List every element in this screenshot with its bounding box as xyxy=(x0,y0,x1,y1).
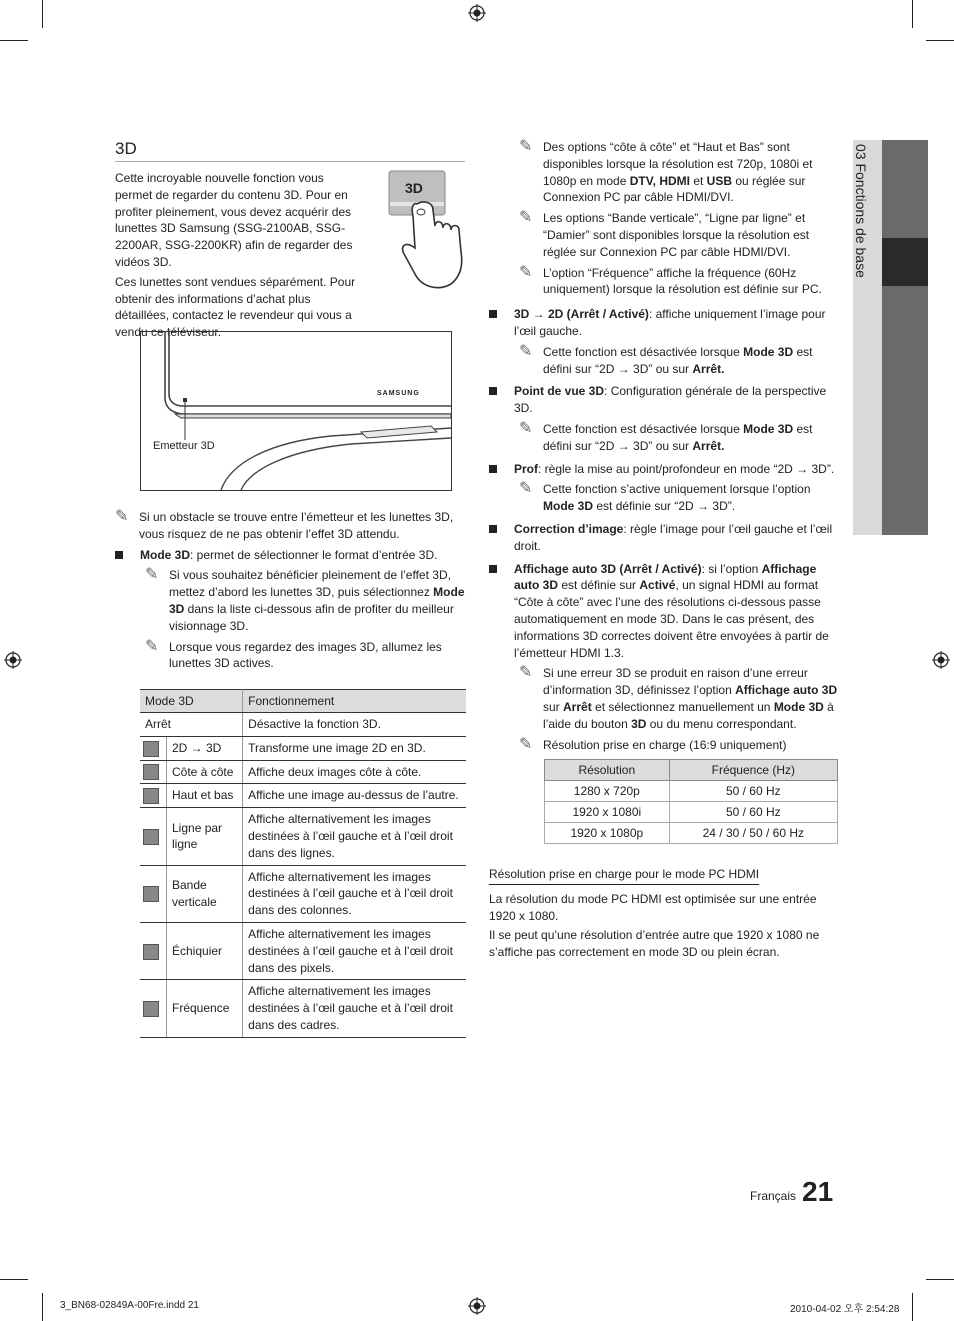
bullet-desc: : permet de sélectionner le format d’entrée 3D. xyxy=(190,547,438,562)
note-pencil-icon: ✎ xyxy=(519,480,533,498)
mode-cell: Fréquence xyxy=(167,980,243,1037)
registration-mark-icon xyxy=(468,4,486,22)
crop-mark xyxy=(912,1293,913,1321)
note-text-bold: 3D xyxy=(631,716,647,731)
table-header-row xyxy=(140,690,466,713)
note-text: Des options “côte à côte” et “Haut et Bas” sont disponibles lorsque la résolution est 720p, 1080i et 1080p en mode xyxy=(543,140,813,188)
mode-cell: Arrêt xyxy=(140,713,243,737)
note-pencil-icon: ✎ xyxy=(519,263,533,281)
note-item xyxy=(519,665,839,732)
mode-icon-cell xyxy=(140,784,167,808)
table-row xyxy=(140,736,466,760)
mode-top-bottom-icon xyxy=(143,788,159,804)
pc-hdmi-section xyxy=(489,866,839,964)
table-header-cell: Fonctionnement xyxy=(243,690,466,713)
note-text: est définie sur “2D → 3D”. xyxy=(593,499,736,514)
bullet-prof xyxy=(489,461,839,478)
desc-cell: Affiche une image au-dessus de l’autre. xyxy=(243,784,466,808)
desc-cell: Affiche deux images côte à côte. xyxy=(243,760,466,784)
resolution-cell: 1920 x 1080p xyxy=(545,823,670,844)
mode-cell: Échiquier xyxy=(167,922,243,979)
bullet-desc: , un signal HDMI au format “Côte à côte” avec l’une des résolutions ci-dessous passe automatiquement en mode 3D. Dans le cas présent, des informations 3D correctes doivent être envoyées à partir de l’émetteur HDMI 1.3. xyxy=(514,578,829,660)
mode-cell: Haut et bas xyxy=(167,784,243,808)
table-row xyxy=(140,922,466,979)
table-row xyxy=(545,781,838,802)
mode-cell: Ligne par ligne xyxy=(167,808,243,865)
note-pencil-icon: ✎ xyxy=(115,508,129,525)
table-row xyxy=(140,760,466,784)
mode-checkerboard-icon xyxy=(143,944,159,960)
mode-icon-cell xyxy=(140,736,167,760)
note-pencil-icon: ✎ xyxy=(519,209,533,227)
mode-frequency-icon xyxy=(143,1001,159,1017)
desc-cell: Affiche alternativement les images destinées à l’œil gauche et à l’œil droit dans des colonnes. xyxy=(243,865,466,922)
bullet-desc-bold: Affichage auto 3D xyxy=(514,561,817,593)
resolution-table xyxy=(544,759,838,844)
mode-icon-cell xyxy=(140,760,167,784)
note-text: ou réglée sur Connexion PC par câble HDMI/DVI. xyxy=(543,173,806,205)
crop-mark xyxy=(926,40,954,41)
registration-mark-icon xyxy=(468,1297,486,1315)
note-pencil-icon: ✎ xyxy=(519,419,533,437)
note-text: Les options “Bande verticale”, “Ligne par ligne” et “Damier” sont disponibles lorsque la résolution est réglée sur Connexion PC par câble HDMI/DVI. xyxy=(543,211,810,259)
note-text: Résolution prise en charge (16:9 uniquement) xyxy=(543,737,787,752)
table-row xyxy=(140,784,466,808)
note-text: L’option “Fréquence” affiche la fréquence (60Hz uniquement) lorsque la résolution est définie sur PC. xyxy=(543,265,822,297)
bullet-title: Affichage auto 3D (Arrêt / Activé) xyxy=(514,561,702,576)
frequency-cell: 50 / 60 Hz xyxy=(669,781,837,802)
bullet-title: Prof xyxy=(514,461,538,476)
note-text: ou du menu correspondant. xyxy=(646,716,797,731)
table-header-cell: Mode 3D xyxy=(140,690,243,713)
note-pencil-icon: ✎ xyxy=(519,735,533,753)
note-text: dans la liste ci-dessous afin de profiter du meilleur visionnage 3D. xyxy=(169,601,454,633)
mode-3d-table xyxy=(140,689,466,1038)
bullet-square-icon xyxy=(489,310,497,318)
note-item xyxy=(519,421,839,455)
note-pencil-icon: ✎ xyxy=(145,566,159,584)
note-item xyxy=(145,567,465,634)
bullet-square-icon xyxy=(489,465,497,473)
chapter-label xyxy=(853,140,883,535)
chapter-label-text: 03 Fonctions de base xyxy=(853,144,869,278)
mode-vertical-stripe-icon xyxy=(143,886,159,902)
crop-mark xyxy=(0,40,28,41)
remote-3d-illustration xyxy=(385,168,467,298)
pc-hdmi-paragraph: Il se peut qu’une résolution d’entrée autre que 1920 x 1080 ne s’affiche pas correctement en mode 3D ou plein écran. xyxy=(489,928,820,960)
table-row xyxy=(140,808,466,865)
footer-language: Français xyxy=(750,1189,797,1203)
table-row xyxy=(140,865,466,922)
note-text-bold: Mode 3D xyxy=(773,699,824,714)
pc-hdmi-paragraph: La résolution du mode PC HDMI est optimisée sur une entrée 1920 x 1080. xyxy=(489,891,817,923)
desc-cell: Affiche alternativement les images destinées à l’œil gauche et à l’œil droit dans des lignes. xyxy=(243,808,466,865)
bullet-desc: : affiche uniquement l’image pour l’œil gauche. xyxy=(514,307,826,338)
note-text-bold: Mode 3D xyxy=(743,421,794,436)
mode-side-by-side-icon xyxy=(143,764,159,780)
desc-cell: Désactive la fonction 3D. xyxy=(243,713,466,737)
table-header-row xyxy=(545,760,838,781)
bullet-title: Mode 3D xyxy=(140,547,191,562)
bullet-desc: est définie sur xyxy=(558,578,640,593)
section-header xyxy=(115,139,465,162)
resolution-cell: 1280 x 720p xyxy=(545,781,670,802)
tv-brand-logo: SAMSUNG xyxy=(377,390,420,397)
note-pencil-icon: ✎ xyxy=(145,637,159,655)
note-text: et sélectionnez manuellement un xyxy=(591,699,774,714)
bullet-square-icon xyxy=(115,551,123,559)
bullet-affichage-auto xyxy=(489,561,839,662)
mode-line-by-line-icon xyxy=(143,829,159,845)
remote-3d-button-label: 3D xyxy=(405,180,423,196)
note-item xyxy=(519,210,839,260)
note-pencil-icon: ✎ xyxy=(519,664,533,682)
bullet-desc: : Configuration générale de la perspective 3D. xyxy=(514,384,827,416)
crop-mark xyxy=(42,1293,43,1321)
mode-icon-cell xyxy=(140,980,167,1037)
table-row xyxy=(545,823,838,844)
note-text-bold: USB xyxy=(706,173,733,188)
note-item xyxy=(519,481,839,515)
note-item xyxy=(519,737,839,754)
pc-hdmi-title: Résolution prise en charge pour le mode PC HDMI xyxy=(489,866,759,885)
table-row xyxy=(140,713,466,737)
note-text-bold: Affichage auto 3D xyxy=(735,683,838,698)
intro-paragraph: Cette incroyable nouvelle fonction vous permet de regarder du contenu 3D. Pour en profiter pleinement, vous devez acquérir des lunettes 3D Samsung (SSG-2100AB, SSG-2200AR, SSG-2200KR) afin de regarder des vidéos 3D. xyxy=(115,171,353,269)
note-text: et xyxy=(689,173,707,188)
crop-mark xyxy=(0,1279,28,1280)
bullet-square-icon xyxy=(489,565,497,573)
mode-cell: Côte à côte xyxy=(167,760,243,784)
note-pencil-icon: ✎ xyxy=(519,138,533,155)
tv-drawing xyxy=(141,332,451,490)
bullet-point-de-vue xyxy=(489,383,839,417)
bullet-desc-bold: Activé xyxy=(639,578,676,593)
note-item xyxy=(145,639,465,673)
footer-file: 3_BN68-02849A-00Fre.indd 21 xyxy=(60,1300,199,1311)
mode-icon-cell xyxy=(140,808,167,865)
mode-cell: 2D → 3D xyxy=(167,736,243,760)
note-pencil-icon: ✎ xyxy=(519,342,533,360)
frequency-cell: 50 / 60 Hz xyxy=(669,802,837,823)
note-text-bold: DTV, HDMI xyxy=(629,173,690,188)
desc-cell: Affiche alternativement les images destinées à l’œil gauche et à l’œil droit dans des pixels. xyxy=(243,922,466,979)
chapter-tab-dark xyxy=(882,286,928,535)
note-text: Cette fonction est désactivée lorsque xyxy=(543,344,744,359)
note-text: Cette fonction est désactivée lorsque xyxy=(543,421,744,436)
emitter-label: Emetteur 3D xyxy=(153,440,215,452)
bullet-desc: : règle l’image pour l’œil gauche et l’œil droit. xyxy=(514,521,833,553)
mode-icon-cell xyxy=(140,865,167,922)
left-notes xyxy=(115,509,465,676)
note-text-bold: Arrêt. xyxy=(692,438,725,453)
desc-cell: Transforme une image 2D en 3D. xyxy=(243,736,466,760)
note-text: Si une erreur 3D se produit en raison d’une erreur d’information 3D, définissez l’option xyxy=(543,666,808,698)
table-row xyxy=(140,980,466,1037)
footer-date: 2010-04-02 오후 2:54:28 xyxy=(790,1304,900,1315)
table-row xyxy=(545,802,838,823)
note-text-bold: Mode 3D xyxy=(743,344,794,359)
desc-cell: Affiche alternativement les images destinées à l’œil gauche et à l’œil droit dans des cadres. xyxy=(243,980,466,1037)
bullet-desc: : règle la mise au point/profondeur en mode “2D → 3D”. xyxy=(538,461,835,476)
mode-cell: Bande verticale xyxy=(167,865,243,922)
tv-illustration xyxy=(140,331,452,491)
bullet-title: 3D → 2D (Arrêt / Activé) xyxy=(514,307,649,322)
bullet-title: Correction d’image xyxy=(514,521,624,536)
note-text: Cette fonction s’active uniquement lorsque l’option xyxy=(543,482,811,497)
intro-text xyxy=(115,170,363,344)
note-text: Si un obstacle se trouve entre l’émetteur et les lunettes 3D, vous risquez de ne pas obtenir l’effet 3D attendu. xyxy=(139,510,454,541)
note-text-bold: Arrêt. xyxy=(692,361,725,376)
note-text-bold: Mode 3D xyxy=(169,585,465,616)
page-number: 21 xyxy=(802,1176,834,1207)
bullet-3d-2d xyxy=(489,306,839,340)
note-text: à l’aide du bouton xyxy=(543,699,834,731)
registration-mark-icon xyxy=(932,651,950,669)
bullet-square-icon xyxy=(489,387,497,395)
note-item xyxy=(519,139,839,206)
note-text-bold: Arrêt xyxy=(563,699,592,714)
mode-2d3d-icon xyxy=(143,741,159,757)
intro-paragraph: Ces lunettes sont vendues séparément. Pour obtenir des informations d’achat plus détaillées, contactez le revendeur qui vous a vendu ce téléviseur. xyxy=(115,274,356,340)
mode-icon-cell xyxy=(140,922,167,979)
crop-mark xyxy=(42,0,43,28)
note-text: est défini sur “2D → 3D” ou sur xyxy=(543,344,813,376)
bullet-square-icon xyxy=(489,525,497,533)
note-item xyxy=(519,344,839,378)
note-item xyxy=(519,265,839,299)
chapter-tab-active xyxy=(882,238,928,286)
note-text: sur xyxy=(543,699,564,714)
table-header-cell: Fréquence (Hz) xyxy=(669,760,837,781)
note-text: Lorsque vous regardez des images 3D, allumez les lunettes 3D actives. xyxy=(169,639,442,671)
bullet-correction xyxy=(489,521,839,555)
chapter-tab-dark xyxy=(882,140,928,238)
crop-mark xyxy=(912,0,913,28)
bullet-title: Point de vue 3D xyxy=(514,384,605,399)
note-text: Si vous souhaitez bénéficier pleinement de l’effet 3D, mettez d’abord les lunettes 3D, puis sélectionnez xyxy=(169,568,451,600)
crop-mark xyxy=(926,1279,954,1280)
note-item xyxy=(115,509,465,543)
bullet-desc: : si l’option xyxy=(701,561,762,576)
section-title: 3D xyxy=(115,139,137,158)
table-header-cell: Résolution xyxy=(545,760,670,781)
bullet-mode3d xyxy=(115,547,465,564)
right-column xyxy=(489,139,839,757)
resolution-cell: 1920 x 1080i xyxy=(545,802,670,823)
frequency-cell: 24 / 30 / 50 / 60 Hz xyxy=(669,823,837,844)
registration-mark-icon xyxy=(4,651,22,669)
note-text-bold: Mode 3D xyxy=(543,499,594,514)
note-text: est défini sur “2D → 3D” ou sur xyxy=(543,421,813,453)
